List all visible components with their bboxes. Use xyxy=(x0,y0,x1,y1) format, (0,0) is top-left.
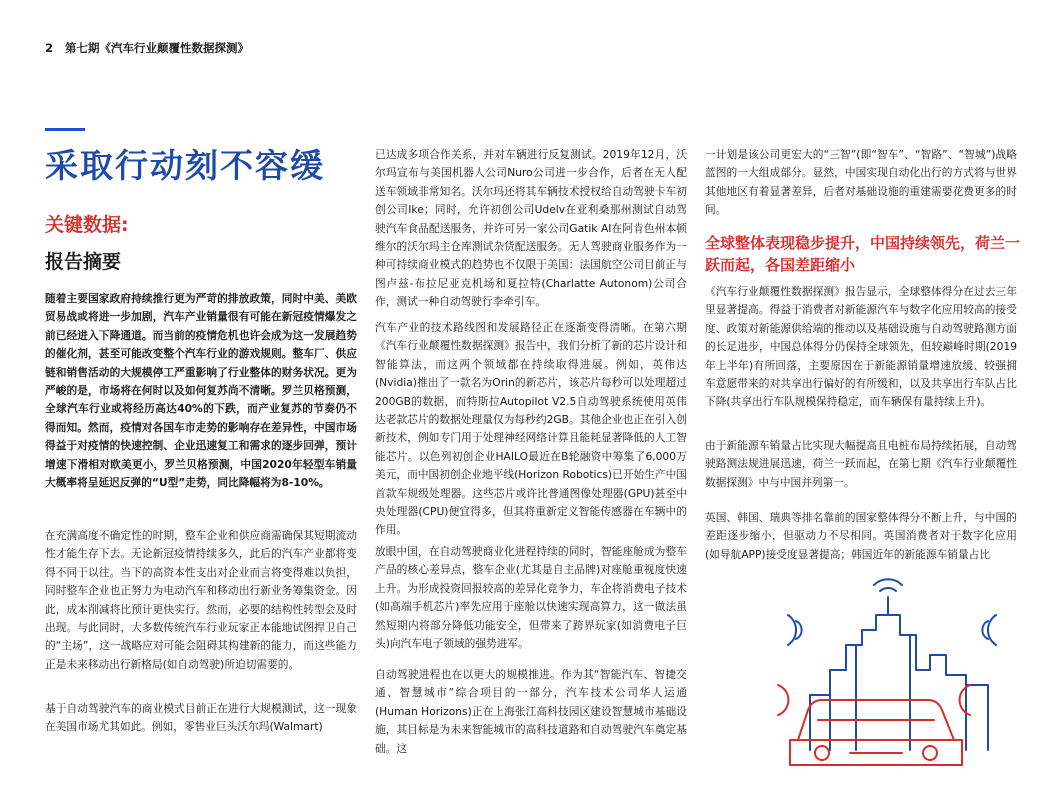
body-paragraph-6: 自动驾驶进程也在以更大的规模推进。作为其“智能汽车、智捷交通、智慧城市”综合项目的一部分，汽车技术公司华人运通(Human Horizons)正在上海张江高科技园区建设智慧城市基础设施，其目标是为未来智能城市的高科技道路和自动驾驶汽车奠定基础。这 xyxy=(375,668,687,755)
body-paragraph-2: 基于自动驾驶汽车的商业模式目前正在进行大规模测试，这一现象在美国市场尤其如此。例如，零售业巨头沃尔玛(Walmart) xyxy=(45,702,357,734)
title-accent-rule xyxy=(45,128,85,131)
city-skyline-icon xyxy=(810,579,988,750)
signal-icon xyxy=(788,615,996,645)
body-paragraph-4: 汽车产业的技术路线图和发展路径正在逐渐变得清晰。在第六期《汽车行业颠覆性数据探测》报告中，我们分析了新的芯片设计和智能算法，而这两个领域都在持续取得进展。例如，英伟达(Nvidia)推出了一款名为Orin的新芯片，该芯片每秒可以处理超过200GB的数据，而特斯拉Autopilot V2.5自动驾驶系统使用英伟达老款芯片的数据处理量仅为每秒约2GB。其他企业也正在引入创新技术，例如专门用于处理神经网络计算且能耗显著降低的人工智能芯片。以色列初创企业HAILO最近在B轮融资中筹集了6,000万美元，而中国初创企业地平线(Horizon Robotics)已开始生产中国首款车规级处理器。这些芯片或许比普通图像处理器(GPU)甚至中央处理器(CPU)便宜得多，但其将重新定义智能传感器在车辆中的作用。 xyxy=(375,321,687,537)
section-subtitle: 报告摘要 xyxy=(45,251,122,273)
body-paragraph-1: 在充满高度不确定性的时期，整车企业和供应商需确保其短期流动性才能生存下去。无论新冠疫情持续多久，此后的汽车产业都将变得不同于以往。当下的高资本性支出对企业而言将变得难以负担，同时整车企业也正努力为电动汽车和移动出行新业务筹集资金。因此，成本削减将比预计更快实行。然而，必要的结构性转型会及时出现。与此同时，大多数传统汽车行业玩家正本能地试图捍卫自己的“主场”，这一战略应对可能会阻碍其构建新的能力，而这些能力正是未来移动出行新格局(如自动驾驶)所迫切需要的。 xyxy=(45,529,357,671)
section-title: 采取行动刻不容缓 xyxy=(45,146,325,185)
page-number: 2 xyxy=(45,41,54,55)
body-paragraph-3: 已达成多项合作关系，并对车辆进行反复测试。2019年12月，沃尔玛宣布与美国机器人公司Nuro公司进一步合作，后者在无人配送车领域非常知名。沃尔玛还将其车辆技术授权给自动驾驶卡车初创公司Ike；同时，允许初创公司Udelv在亚利桑那州测试自动驾驶汽车食品配送服务，并许可另一家公司Gatik AI在阿肯色州本顿维尔的沃尔玛主仓库测试杂货配送服务。无人驾驶商业服务作为一种可持续商业模式的趋势也不仅限于美国：法国航空公司目前正与图卢兹-布拉尼亚克机场和夏拉特(Charlatte Autonom)公司合作，测试一种自动驾驶行李牵引车。 xyxy=(375,148,687,309)
car-icon xyxy=(790,700,962,765)
body-paragraph-7: 一计划是该公司更宏大的“三智”(即“智车”、“智路”、“智城”)战略蓝图的一大组成部分。显然，中国实现自动化出行的方式将与世界其他地区有着显著差异，后者对基础设施的重建需要花费更多的时间。 xyxy=(705,148,1017,217)
page-header xyxy=(45,40,249,56)
body-paragraph-8: 《汽车行业颠覆性数据探测》报告显示，全球整体得分在过去三年里显著提高。得益于消费者对新能源汽车与数字化应用较高的接受度、政策对新能源供给端的推动以及基础设施与自动驾驶路测方面的长足进步，中国总体得分仍保持全球领先，但较巅峰时期(2019年上半年)有所回落，主要原因在于新能源销量增速放缓、较强拥车意愿带来的对共享出行偏好的有所缓和，以及共享出行车队占比下降(共享出行车队规模保持稳定，而车辆保有量持续上升)。 xyxy=(705,285,1017,409)
key-data-label: 关键数据: xyxy=(45,214,129,236)
summary-paragraph: 随着主要国家政府持续推行更为严苛的排放政策，同时中美、美欧贸易战或将进一步加剧，汽车产业销量很有可能在新冠疫情爆发之前已经进入下降通道。而当前的疫情危机也许会成为这一发展趋势的催化剂，甚至可能改变整个汽车行业的游戏规则。整车厂、供应链和销售活动的大规模停工严重影响了行业整体的财务状况。更为严峻的是，市场将在何时以及如何复苏尚不清晰。罗兰贝格预测，全球汽车行业或将经历高达40%的下跌，而产业复苏的节奏仍不得而知。然而，疫情对各国车市走势的影响存在差异性，中国市场得益于对疫情的快速控制、企业迅速复工和需求的逐步回弹，预计增速下滑相对欧美更小，罗兰贝格预测，中国2020年轻型车销量大概率将呈延迟反弹的“U型”走势，同比降幅将为8-10%。 xyxy=(45,292,357,490)
body-paragraph-10: 英国、韩国、瑞典等排名靠前的国家整体得分不断上升，与中国的差距逐步缩小，但驱动力不尽相同。英国消费者对于数字化应用(如导航APP)接受度显著提高；韩国近年的新能源车销量占比 xyxy=(705,511,1017,561)
running-title: 第七期《汽车行业颠覆性数据探测》 xyxy=(65,41,250,55)
subsection-heading: 全球整体表现稳步提升，中国持续领先，荷兰一跃而起，各国差距缩小 xyxy=(705,234,1021,274)
body-paragraph-5: 放眼中国，在自动驾驶商业化进程持续的同时，智能座舱成为整车产品的核心差异点，整车企业(尤其是自主品牌)对座舱重视度快速上升。为形成投资回报较高的差异化竞争力，车企将消费电子技术(如高端手机芯片)率先应用于座舱以快速实现高算力，这一做法虽然短期内将部分降低功能安全，但带来了跨界玩家(如消费电子巨头)向汽车电子领域的强势进军。 xyxy=(375,545,687,651)
smart-city-car-illustration xyxy=(770,575,1030,785)
body-paragraph-9: 由于新能源车销量占比实现大幅提高且电桩布局持续拓展，自动驾驶路测法规进展迅速，荷兰一跃而起，在第七期《汽车行业颠覆性数据探测》中与中国并列第一。 xyxy=(705,439,1017,489)
